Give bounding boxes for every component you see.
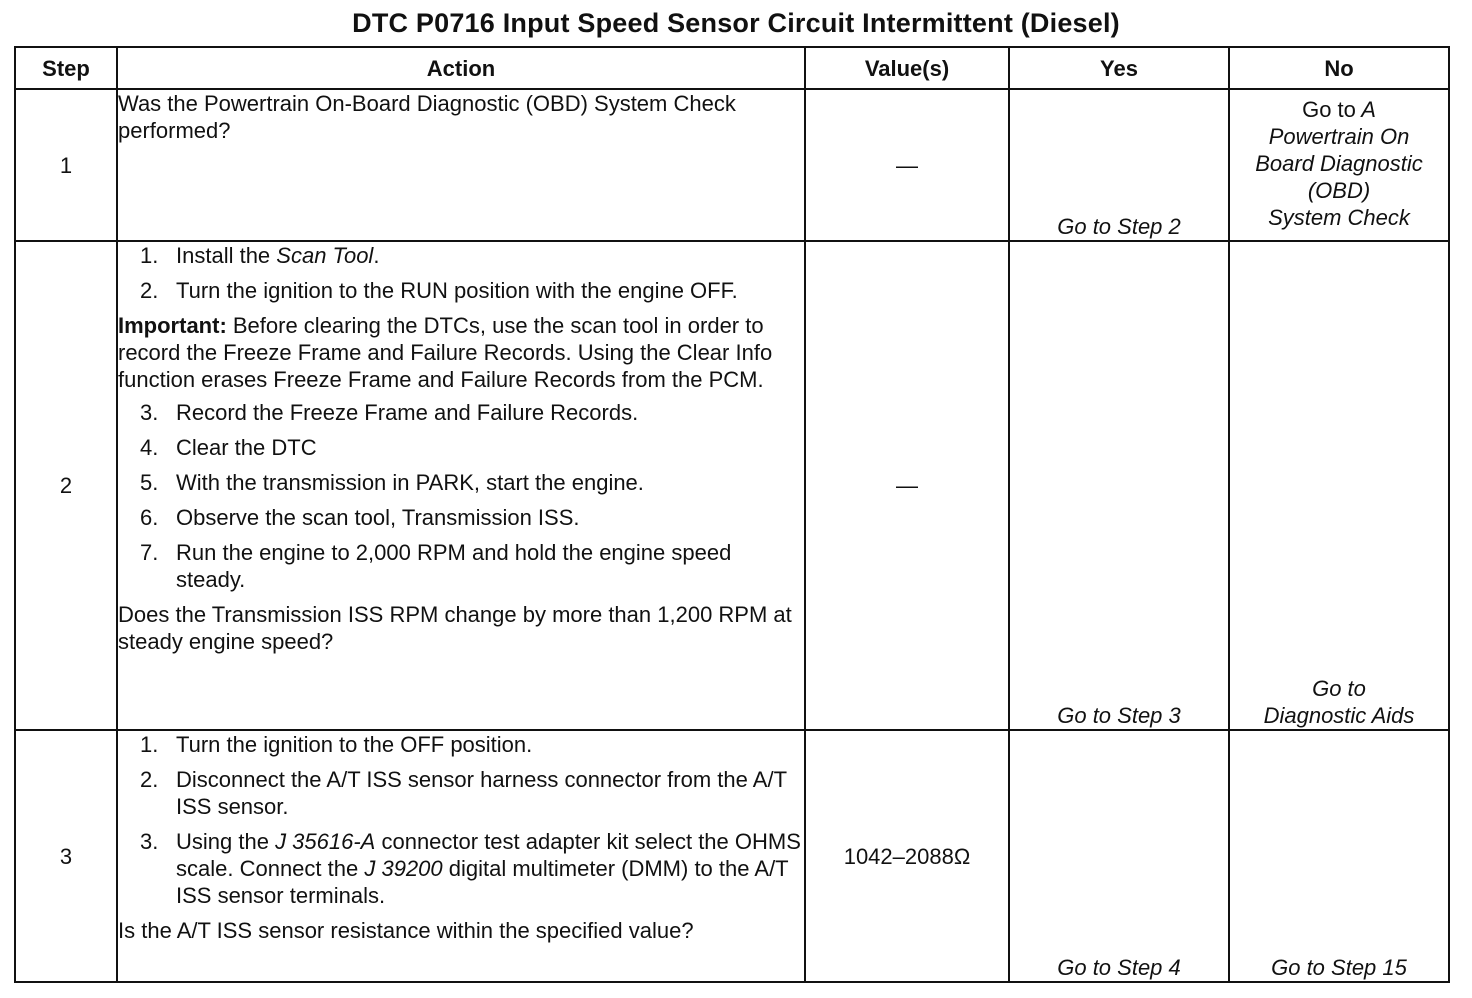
value-cell: 1042–2088Ω — [805, 730, 1009, 982]
instruction-list — [118, 399, 804, 593]
step-number: 3 — [15, 730, 117, 982]
instruction-text: Install the — [176, 243, 277, 268]
action-question: Does the Transmission ISS RPM change by more than 1,200 RPM at steady engine speed? — [118, 602, 792, 654]
instruction-item — [118, 434, 804, 461]
table-header-row — [15, 47, 1449, 89]
instruction-text: Run the engine to 2,000 RPM and hold the engine speed steady. — [176, 540, 732, 592]
instruction-item — [118, 766, 804, 820]
important-label: Important: — [118, 313, 227, 338]
table-row-step-2 — [15, 241, 1449, 730]
instruction-italic: Scan Tool — [276, 243, 374, 268]
instruction-item — [118, 539, 804, 593]
instruction-number: 6. — [140, 505, 159, 530]
instruction-item — [118, 828, 804, 909]
header-no: No — [1229, 47, 1449, 89]
instruction-text: Observe the scan tool, Transmission ISS. — [176, 505, 580, 530]
table-row-step-1 — [15, 89, 1449, 241]
header-yes: Yes — [1009, 47, 1229, 89]
important-note — [118, 312, 804, 393]
instruction-item — [118, 731, 804, 758]
instruction-text: Turn the ignition to the RUN position with the engine OFF. — [176, 278, 738, 303]
action-question: Is the A/T ISS sensor resistance within the specified value? — [118, 918, 694, 943]
instruction-text: connector test adapter kit select the OHMS scale. Connect the — [176, 829, 801, 881]
no-link-part: System Check — [1268, 205, 1410, 230]
no-text: Diagnostic Aids — [1263, 703, 1415, 728]
instruction-number: 5. — [140, 470, 159, 495]
instruction-text: digital multimeter (DMM) to the A/T ISS sensor terminals. — [176, 856, 789, 908]
action-cell — [117, 89, 805, 241]
instruction-number: 4. — [140, 435, 159, 460]
instruction-item — [118, 504, 804, 531]
action-cell — [117, 730, 805, 982]
no-link-part: (OBD) — [1307, 178, 1371, 203]
no-text: Go to — [1312, 676, 1366, 701]
no-link-part: A — [1361, 97, 1376, 122]
header-action: Action — [117, 47, 805, 89]
no-cell: Go to Step 15 — [1229, 730, 1449, 982]
instruction-item — [118, 469, 804, 496]
step-number: 1 — [15, 89, 117, 241]
instruction-number: 3. — [140, 829, 159, 854]
no-prefix: Go to — [1302, 97, 1356, 122]
instruction-text: With the transmission in PARK, start the engine. — [176, 470, 644, 495]
instruction-text: Record the Freeze Frame and Failure Records. — [176, 400, 639, 425]
instruction-item — [118, 242, 804, 269]
value-cell: — — [805, 241, 1009, 730]
instruction-number: 2. — [140, 767, 159, 792]
instruction-item — [118, 277, 804, 304]
no-link-part: Powertrain On — [1268, 124, 1410, 149]
instruction-list — [118, 731, 804, 909]
tool-number: J 35616-A — [275, 829, 376, 854]
table-row-step-3 — [15, 730, 1449, 982]
no-cell — [1229, 89, 1449, 241]
step-number: 2 — [15, 241, 117, 730]
yes-cell: Go to Step 4 — [1009, 730, 1229, 982]
instruction-number: 2. — [140, 278, 159, 303]
instruction-number: 7. — [140, 540, 159, 565]
value-cell: — — [805, 89, 1009, 241]
instruction-text: Disconnect the A/T ISS sensor harness connector from the A/T ISS sensor. — [176, 767, 787, 819]
instruction-text: Clear the DTC — [176, 435, 317, 460]
page-title: DTC P0716 Input Speed Sensor Circuit Intermittent (Diesel) — [352, 8, 1120, 38]
instruction-text: Using the — [176, 829, 276, 854]
action-question: Was the Powertrain On-Board Diagnostic (OBD) System Check performed? — [118, 91, 736, 143]
action-cell — [117, 241, 805, 730]
instruction-number: 1. — [140, 732, 159, 757]
diagnostic-table — [14, 46, 1450, 983]
yes-cell: Go to Step 2 — [1009, 89, 1229, 241]
important-text: Before clearing the DTCs, use the scan tool in order to record the Freeze Frame and Failure Records. Using the Clear Info function erases Freeze Frame and Failure Records from the PCM. — [118, 313, 773, 392]
instruction-number: 3. — [140, 400, 159, 425]
instruction-text: Turn the ignition to the OFF position. — [176, 732, 533, 757]
no-cell — [1229, 241, 1449, 730]
instruction-item — [118, 399, 804, 426]
header-step: Step — [15, 47, 117, 89]
no-link-part: Board Diagnostic — [1255, 151, 1423, 176]
instruction-text: . — [373, 243, 380, 268]
instruction-list — [118, 242, 804, 304]
instruction-number: 1. — [140, 243, 159, 268]
yes-cell: Go to Step 3 — [1009, 241, 1229, 730]
tool-number: J 39200 — [364, 856, 443, 881]
header-values: Value(s) — [805, 47, 1009, 89]
